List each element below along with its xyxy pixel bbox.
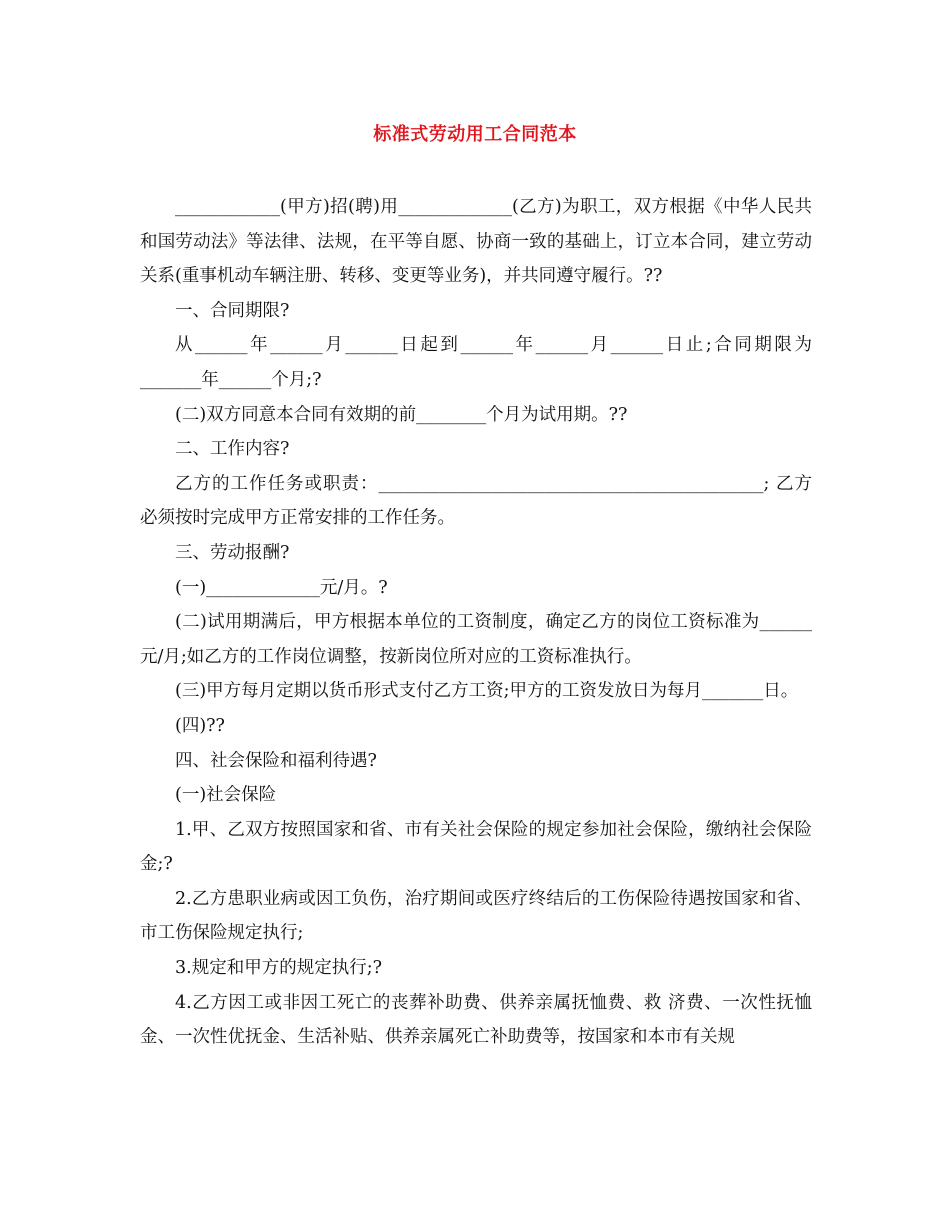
paragraph-duties: 乙方的工作任务或职责：____________________________________________; 乙方必须按时完成甲方正常安排的工作任务。 xyxy=(140,473,812,529)
paragraph-term-period: 从______年______月______日起到______年______月______日止;合同期限为_______年______个月;? xyxy=(140,335,812,390)
subheading-social-insurance: (一)社会保险 xyxy=(175,785,277,806)
paragraph-insurance-3: 3.规定和甲方的规定执行;? xyxy=(175,958,382,979)
paragraph-intro: ____________(甲方)招(聘)用_____________(乙方)为职工，双方根据《中华人民共和国劳动法》等法律、法规，在平等自愿、协商一致的基础上，订立本合同，建立劳动关系(重事机动车辆注册、转移、变更等业务)，并共同遵守履行。?? xyxy=(140,197,812,287)
paragraph-insurance-4: 4.乙方因工或非因工死亡的丧葬补助费、供养亲属抚恤费、救 济费、一次性抚恤金、一次性优抚金、生活补贴、供养亲属死亡补助费等，按国家和本市有关规 xyxy=(140,992,812,1048)
heading-remuneration: 三、劳动报酬? xyxy=(175,542,290,563)
document-body xyxy=(140,190,812,1055)
heading-social-insurance: 四、社会保险和福利待遇? xyxy=(175,750,377,771)
paragraph-insurance-2: 2.乙方患职业病或因工负伤，治疗期间或医疗终结后的工伤保险待遇按国家和省、市工伤保险规定执行; xyxy=(140,888,812,944)
paragraph-salary-1: (一)_____________元/月。? xyxy=(175,577,388,598)
heading-work-content: 二、工作内容? xyxy=(175,439,290,460)
paragraph-salary-2: (二)试用期满后，甲方根据本单位的工资制度，确定乙方的岗位工资标准为______元/月;如乙方的工作岗位调整，按新岗位所对应的工资标准执行。 xyxy=(140,612,812,667)
paragraph-insurance-1: 1.甲、乙双方按照国家和省、市有关社会保险的规定参加社会保险，缴纳社会保险金;? xyxy=(140,819,812,875)
paragraph-salary-4: (四)?? xyxy=(175,715,225,736)
document-title: 标准式劳动用工合同范本 xyxy=(373,124,577,145)
paragraph-probation: (二)双方同意本合同有效期的前________个月为试用期。?? xyxy=(175,404,628,425)
paragraph-salary-3: (三)甲方每月定期以货币形式支付乙方工资;甲方的工资发放日为每月_______日。 xyxy=(175,681,799,702)
heading-contract-term: 一、合同期限? xyxy=(175,300,290,321)
